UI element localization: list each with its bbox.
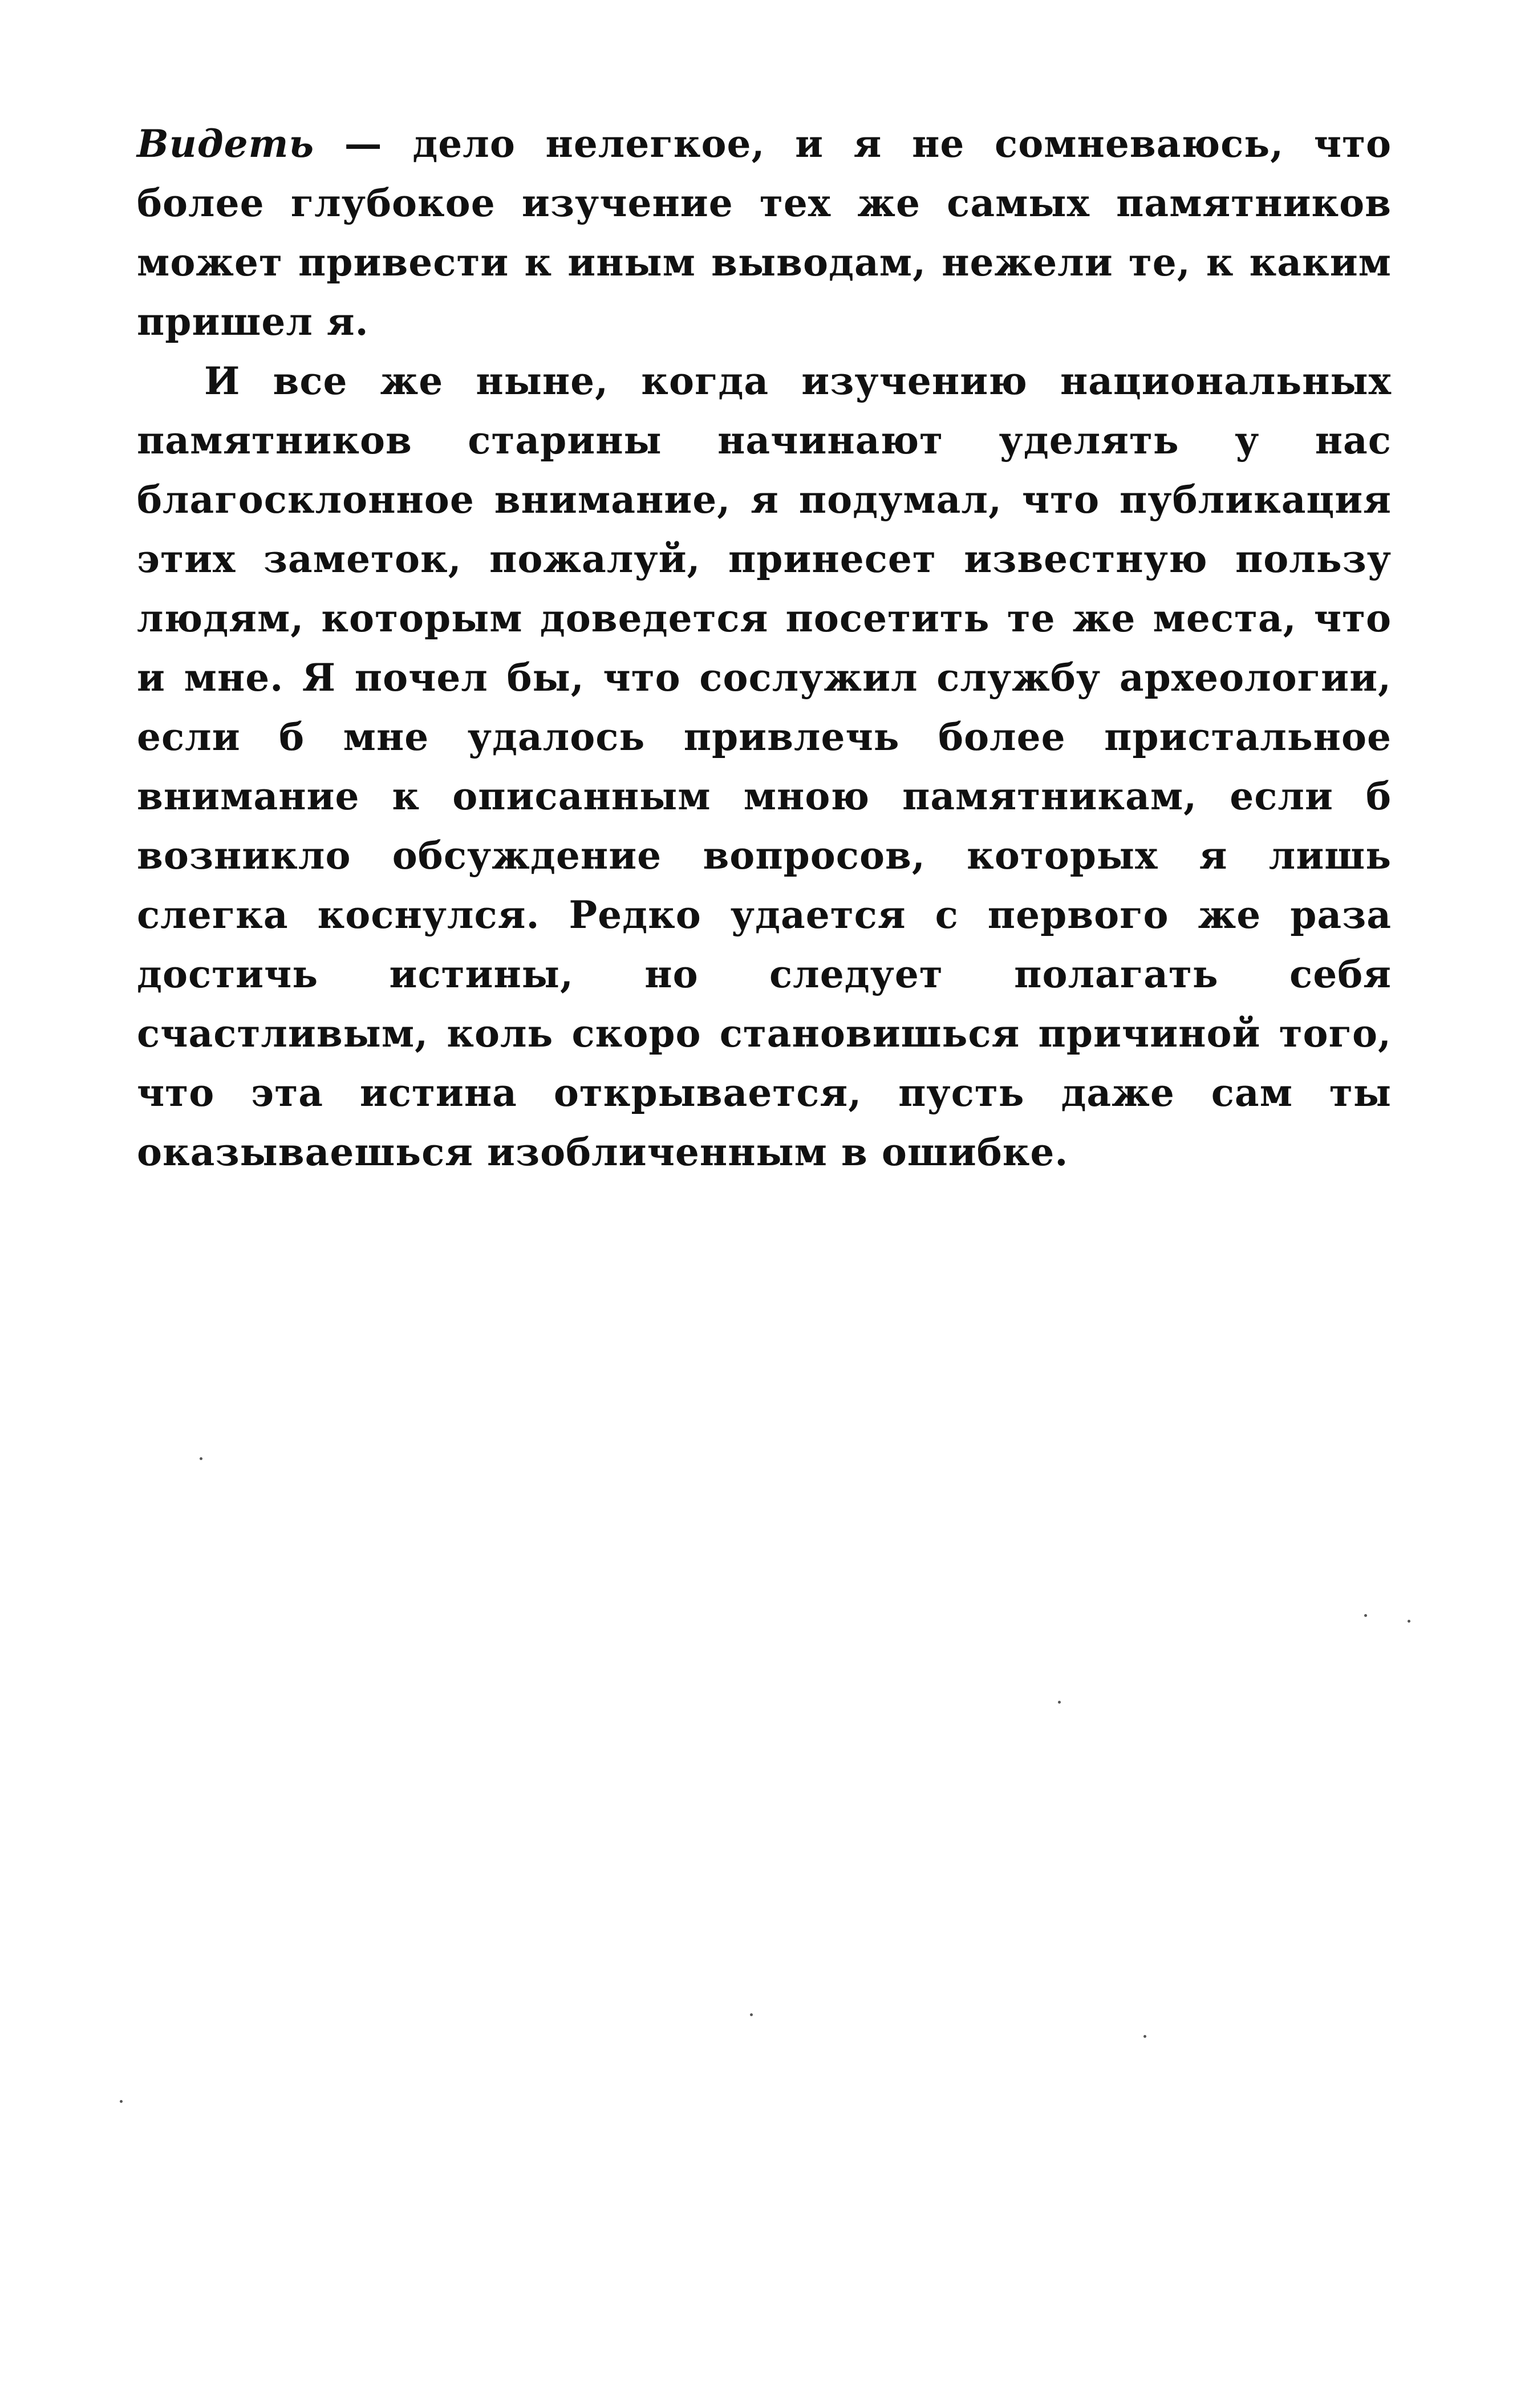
body-text [137, 114, 1392, 1182]
scan-speck [1364, 1614, 1367, 1617]
paragraph-1-lead-word: Видеть [137, 121, 315, 166]
paragraph-1-text: — дело нелегкое, и я не сомневаюсь, что более глубокое изучение тех же самых памятников может привести к иным выводам, нежели те, к каким пришел я. [137, 121, 1392, 344]
scan-speck [1408, 1620, 1410, 1623]
scan-speck [120, 2100, 123, 2103]
paragraph-2: И все же ныне, когда изучению национальных памятников старины начинают уделять у нас благосклонное внимание, я подумал, что публикация этих заметок, пожалуй, принесет известную пользу людям, которым доведется посетить те же места, что и мне. Я почел бы, что сослужил службу археологии, если б мне удалось привлечь более пристальное внимание к описанным мною памятникам, если б возникло обсуждение вопросов, которых я лишь слегка коснулся. Редко удается с первого же раза достичь истины, но следует полагать себя счастливым, коль скоро становишься причиной того, что эта истина открывается, пусть даже сам ты оказываешься изобличенным в ошибке. [137, 359, 1392, 1174]
scan-speck [1143, 2035, 1146, 2038]
scan-speck [750, 2013, 753, 2016]
paragraph-1 [137, 114, 1392, 351]
scan-speck [1058, 1701, 1061, 1704]
scan-speck [200, 1457, 202, 1460]
